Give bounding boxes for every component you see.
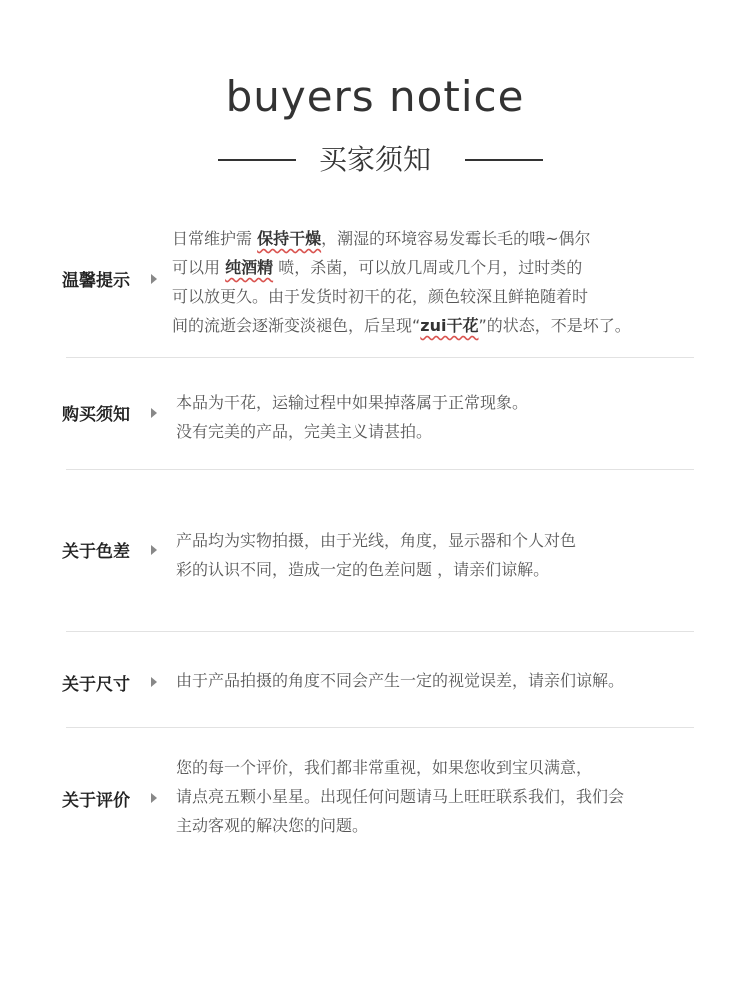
- review-line-2: 请点亮五颗小星星。出现任何问题请马上旺旺联系我们，我们会: [176, 787, 625, 806]
- section-label-size: 关于尺寸: [62, 675, 130, 695]
- caret-right-icon: [151, 545, 157, 555]
- title-divider-right: [465, 159, 543, 161]
- section-divider: [66, 727, 694, 728]
- tips-line-2: 可以用 纯酒精 喷，杀菌，可以放几周或几个月，过时类的: [172, 258, 583, 277]
- color-line-1: 产品均为实物拍摄，由于光线，角度，显示器和个人对色: [176, 531, 577, 550]
- section-body-purchase: [176, 388, 528, 446]
- highlight-alcohol: 纯酒精: [225, 258, 274, 277]
- tips-line-1: 日常维护需 保持干燥，潮湿的环境容易发霉长毛的哦~偶尔: [172, 229, 591, 248]
- section-label-review: 关于评价: [62, 791, 130, 811]
- review-line-1: 您的每一个评价，我们都非常重视，如果您收到宝贝满意，: [176, 758, 593, 777]
- purchase-line-1: 本品为干花，运输过程中如果掉落属于正常现象。: [176, 393, 529, 412]
- highlight-keep-dry: 保持干燥: [257, 229, 322, 248]
- section-divider: [66, 631, 694, 632]
- title-cn-row: [0, 140, 750, 180]
- caret-right-icon: [151, 274, 157, 284]
- purchase-line-2: 没有完美的产品，完美主义请甚拍。: [176, 422, 433, 441]
- page-title-en: buyers notice: [225, 72, 525, 121]
- review-line-3: 主动客观的解决您的问题。: [176, 816, 369, 835]
- section-body-tips: [172, 224, 631, 340]
- page-title-cn: 买家须知: [318, 143, 431, 176]
- tips-line-4: 间的流逝会逐渐变淡褪色，后呈现“zui干花”的状态，不是坏了。: [172, 316, 631, 335]
- color-line-2: 彩的认识不同，造成一定的色差问题 ，请亲们谅解。: [176, 560, 550, 579]
- section-label-color: 关于色差: [62, 542, 130, 562]
- section-divider: [66, 357, 694, 358]
- section-body-size: [176, 666, 624, 695]
- section-label-tips: 温馨提示: [62, 271, 130, 291]
- tips-line-3: 可以放更久。由于发货时初干的花，颜色较深且鲜艳随着时: [172, 287, 589, 306]
- section-body-color: [176, 526, 576, 584]
- highlight-dried-flower: zui干花: [420, 316, 479, 335]
- size-line-1: 由于产品拍摄的角度不同会产生一定的视觉误差，请亲们谅解。: [176, 671, 625, 690]
- section-label-purchase: 购买须知: [62, 405, 130, 425]
- caret-right-icon: [151, 677, 157, 687]
- caret-right-icon: [151, 793, 157, 803]
- section-divider: [66, 469, 694, 470]
- caret-right-icon: [151, 408, 157, 418]
- section-body-review: [176, 753, 624, 840]
